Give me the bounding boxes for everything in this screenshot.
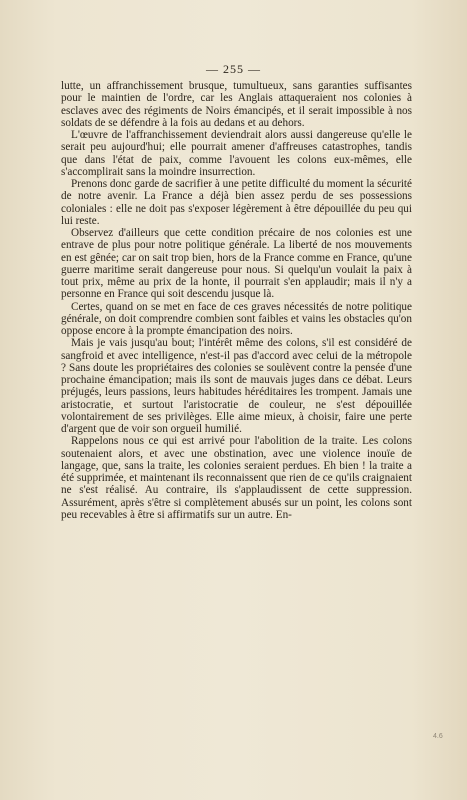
paragraph-7: Rappelons nous ce qui est arrivé pour l'abolition de la traite. Les colons soutenaient alors, et avec une obstination, avec une violence inouïe de langage, que, sans la traite, les colonies seraient perdues. Eh bien ! la traite a été supprimée, et maintenant ils reconnaissent que rien de ce qu'ils craignaient ne s'est réalisé. Au contraire, ils s'applaudissent de cette suppression. Assurément, après s'être si complètement abusés sur un point, les colons sont peu recevables à être si affirmatifs sur un autre. En- [61,435,412,521]
paragraph-5: Certes, quand on se met en face de ces graves nécessités de notre politique générale, on doit comprendre combien sont faibles et vains les obstacles qu'on oppose encore à la prompte émancipation des noirs. [61,300,412,337]
paragraph-6: Mais je vais jusqu'au bout; l'intérêt même des colons, s'il est considéré de sangfroid et avec intelligence, n'est-il pas d'accord avec celui de la métropole ? Sans doute les propriétaires des colonies se soulèvent contre la pensée d'une prochaine émancipation; mais ils sont de mauvais juges dans ce débat. Leurs préjugés, leurs passions, leurs habitudes héréditaires les trompent. Jamais une aristocratie, et surtout l'aristocratie de couleur, ne s'est dépouillée volontairement de ses privilèges. Elle aime mieux, à choisir, faire une perte d'argent que de voir son orgueil humilié. [61,337,412,435]
body-text [61,80,412,521]
corner-mark: 4.6 [433,733,443,740]
paragraph-2: L'œuvre de l'affranchissement deviendrait alors aussi dangereuse qu'elle le serait peu aujourd'hui; elle pourrait amener d'affreuses catastrophes, tandis que dans l'état de paix, comme l'avouent les colons eux-mêmes, elle s'accomplirait sans la moindre insurrection. [61,129,412,178]
paragraph-1: lutte, un affranchissement brusque, tumultueux, sans garanties suffisantes pour le maintien de l'ordre, car les Anglais attaqueraient nos colonies à esclaves avec des régiments de Noirs émancipés, et il serait impossible à nos soldats de se défendre à la fois au dedans et au dehors. [61,80,412,129]
page-number: — 255 — [206,62,261,76]
paragraph-4: Observez d'ailleurs que cette condition précaire de nos colonies est une entrave de plus pour notre politique générale. La liberté de nos mouvements en est gênée; car on sait trop bien, hors de la France comme en France, qu'une guerre maritime serait dangereuse pour nous. Si quelqu'un voulait la paix à tout prix, même au prix de la honte, il pourrait s'en applaudir; mais il n'y a personne en France qui soit descendu jusque là. [61,227,412,301]
paragraph-3: Prenons donc garde de sacrifier à une petite difficulté du moment la sécurité de notre avenir. La France a déjà bien assez perdu de ses possessions coloniales : elle ne doit pas s'exposer légèrement à être dépouillée du peu qui lui reste. [61,178,412,227]
